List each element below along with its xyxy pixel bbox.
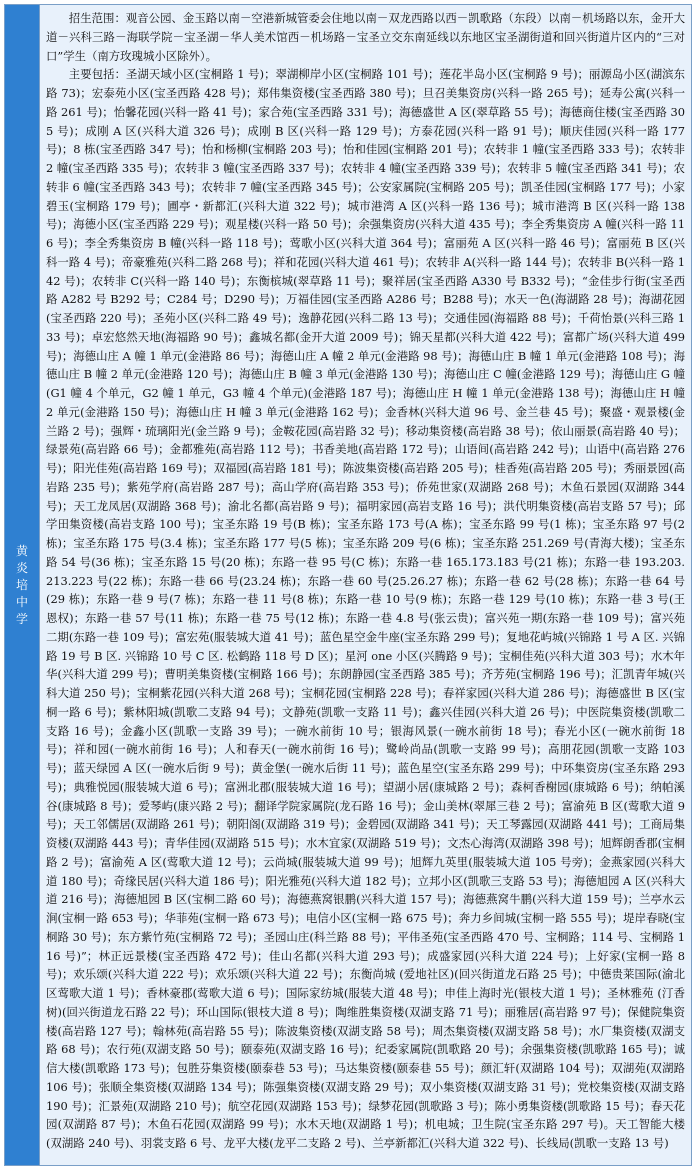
enrollment-details-paragraph: 主要包括：圣湖天域小区(宝桐路 1 号)；翠湖柳岸小区(宝桐路 101 号)；莲花半岛小区(宝桐路 9 号)；丽源岛小区(湖滨东路 73)；宏泰苑小区(宝圣西路 428 号)；郑伟集资楼(宝圣西路 380 号)；旦召美集资房(兴科一路 265 号)；延寿公寓(兴科一路 261 号)；怡馨花园(兴科一路 41 号)；家合苑(宝圣西路 331 号)；海德盛世 A 区(翠草路 55 号)；海德商住楼(宝圣西路 305 号)；成刚 A 区(兴科大道 326 号)；成刚 B 区(兴科一路 129 号)；方泰花园(兴科一路 91 号)；顺庆佳园(兴科一路 177 号)；8 栋(宝圣西路 347 号)；怡和杨柳(宝桐路 203 号)；怡和佳园(宝桐路 201 号)；农转非 1 幢(宝圣西路 333 号)；农转非 2 幢(宝圣西路 335 号)；农转非 3 幢(宝圣西路 337 号)；农转非 4 幢(宝圣西路 339 号)；农转非 5 幢(宝圣西路 341 号)；农转非 6 幢(宝圣西路 343 号)；农转非 7 幢(宝圣西路 345 号)；公安家属院(宝桐路 205 号)；凯圣佳园(宝桐路 177 号)；小家碧玉(宝桐路 179 号)；圃亭・新都汇(兴科大道 322 号)；城市港湾 A 区(兴科一路 136 号)；城市港湾 B 区(兴科一路 138 号)；海德小区(宝圣西路 229 号)；观星楼(兴科一路 50 号)；余强集资房(兴科大道 435 号)；李全秀集资房 A 幢(兴科一路 116 号)；李全秀集资房 B 幢(兴科一路 118 号)；莺歌小区(兴科大道 364 号)；富丽苑 A 区(兴科一路 46 号)；富丽苑 B 区(兴科一路 4 号)；帝豪雅苑(兴科二路 268 号)；祥和花园(兴科大道 461 号)；农转非 A(兴科一路 144 号)；农转非 B(兴科一路 142 号)；农转非 C(兴科一路 140 号)；东衡槟城(翠草路 11 号)；聚祥居(宝圣西路 A330 号 B332 号)；“金佳步行街(宝圣西路 A282 号 B292 号；C284 号；D290 号)；万福佳园(宝圣西路 A286 号；B288 号)；水天一色(海湖路 28 号)；海湖花园(宝圣西路 220 号)；圣苑小区(兴科二路 49 号)；逸静花园(兴科二路 13 号)；交通佳园(海福路 88 号)；千荷怡景(兴科三路 133 号)；卓宏悠然天地(海福路 90 号)；鑫城名都(金开大道 2009 号)；锦天星都(兴科大道 422 号)；富都广场(兴科大道 499 号)；海德山庄 A 幢 1 单元(金港路 86 号)；海德山庄 A 幢 2 单元(金港路 98 号)；海德山庄 B 幢 1 单元(金港路 108 号)；海德山庄 B 幢 2 单元(金港路 120 号)；海德山庄 B 幢 3 单元(金港路 130 号)；海德山庄 C 幢(金港路 129 号)；海德山庄 G 幢 (G1 幢 4 个单元，G2 幢 1 单元，G3 幢 4 个单元)(金港路 187 号)；海德山庄 H 幢 1 单元(金港路 138 号)；海德山庄 H 幢 2 单元(金港路 150 号)；海德山庄 H 幢 3 单元(金港路 162 号)；金香林(兴科大道 96 号、金兰巷 45 号)；聚盛・观景楼(金兰路 2 号)；强辉・琉璃阳光(金兰路 9 号)；金鞍花园(高岩路 32 号)；移动集资楼(高岩路 38 号)；依山丽景(高岩路 40 号)；绿景苑(高岩路 66 号)；金都雅苑(高岩路 112 号)；书香美地(高岩路 172 号)；山语间(高岩路 242 号)；山语中(高岩路 276 号)；阳光佳苑(高岩路 169 号)；双福园(高岩路 181 号)；陈波集资楼(高岩路 205 号)；桂香苑(高岩路 205 号)；秀丽景园(高岩路 235 号)；紫苑学府(高岩路 287 号)；高山学府(高岩路 353 号)；侨苑世家(双湖路 268 号)；木鱼石景园(双湖路 344 号)；天工龙凤居(双湖路 368 号)；渝北名都(高岩路 9 号)；福明家园(高岩支路 16 号)；洪代明集资楼(高岩支路 57 号)；邱学田集资楼(高岩支路 100 号)；宝圣东路 19 号(B 栋)；宝圣东路 173 号(A 栋)；宝圣东路 99 号(1 栋)；宝圣东路 97 号(2 栋)；宝圣东路 175 号(3.4 栋)；宝圣东路 177 号(5 栋)；宝圣东路 209 号(6 栋)；宝圣东路 251.269 号(青海大楼)；宝圣东路 54 号(36 栋)；宝圣东路 15 号(20 栋)；东路一巷 95 号(C 栋)；东路一巷 165.173.183 号(21 栋)；东路一巷 193.203.213.223 号(22 栋)；东路一巷 66 号(23.24 栋)；东路一巷 60 号(25.26.27 栋)；东路一巷 62 号(28 栋)；东路一巷 64 号(29 栋)；东路一巷 9 号(7 栋)；东路一巷 11 号(8 栋)；东路一巷 10 号(9 栋)；东路一巷 129 号(10 栋)；东路一巷 3 号(王恩权)；东路一巷 57 号(11 栋)；东路一巷 75 号(12 栋)；东路一巷 4.8 号(张云贵)；富兴苑一期(东路一巷 109 号)；富兴苑二期(东路一巷 109 号)；富宏苑(服装城大道 41 号)；蓝色星空金牛座(宝圣东路 299 号)；复地花屿城(兴锦路 1 号 A 区. 兴锦路 19 号 B 区. 兴锦路 10 号 C 区. 松鹤路 118 号 D 区)；星河 one 小区(兴腾路 9 号)；宝桐佳苑(兴科大道 303 号)；水木年华(兴科大道 299 号)；曹明美集资楼(宝桐路 166 号)；东朗静园(宝圣西路 385 号)；齐芳苑(宝桐路 196 号)；汇凯青年城(兴科大道 250 号)；宝桐紫花园(兴科大道 268 号)；宝桐花园(宝桐路 228 号)；春祥家园(兴科大道 286 号)；海德盛世 B 区(宝桐一路 6 号)；紫林阳城(凯歌二支路 94 号)；文静苑(凯歌一支路 11 号)；鑫兴佳园(兴科大道 26 号)；中医院集资楼(凯歌二支路 16 号)；金鑫小区(凯歌一支路 39 号)；一碗水前街 10 号；银海风景(一碗水前街 18 号)；春光小区(一碗水前街 18 号)；祥和园(一碗水前街 16 号)；人和春天(一碗水前街 16 号)；鹭岭尚品(凯歌一支路 99 号)；高朋花园(凯歌一支路 103 号)；蓝天绿园 A 区(一碗水后街 9 号)；黄金堡(一碗水后街 11 号)；蓝色星空(宝圣东路 299 号)；中环集资房(宝圣东路 293 号)；典雅悦园(服装城大道 6 号)；富洲北郡(服装城大道 16 号)；望湖小居(康城路 2 号)；森柯香榭园(康城路 6 号)；纳帕溪谷(康城路 8 号)；爱琴屿(康兴路 2 号)；翻译学院家属院(龙石路 16 号)；金山美林(翠犀三巷 2 号)；富渝苑 B 区(莺歌大道 9 号)；天工邻儒居(双湖路 261 号)；朝阳阁(双湖路 319 号)；金碧园(双湖路 341 号)；天工琴露园(双湖路 441 号)；工商局集资楼(双湖路 443 号)；青华佳园(双湖路 515 号)；水木宜家(双湖路 519 号)；文杰心海湾(双湖路 398 号)；旭辉朗香郡(宝桐路 2 号)；富渝苑 A 区(莺歌大道 12 号)；云尚城(服装城大道 99 号)；旭辉九英里(服装城大道 105 号旁)；金燕家园(兴科大道 180 号)；奇缘民居(兴科大道 186 号)；阳光雅苑(兴科大道 182 号)；立邦小区(凯歌三支路 53 号)；海德旭园 A 区(兴科大道 216 号)；海德旭园 B 区(宝桐二路 60 号)；海德燕窝银鹏(兴科大道 157 号)；海德燕窝牛鹏(兴科大道 159 号)；兰亭水云涧(宝桐一路 653 号)；华菲苑(宝桐一路 673 号)；电信小区(宝桐一路 675 号)；奔力乡间城(宝桐一路 555 号)；堤岸春晓(宝桐路 30 号)；东方紫竹苑(宝桐路 72 号)；圣园山庄(科兰路 88 号)；平伟圣苑(宝圣西路 470 号、宝桐路；114 号、宝桐路 116 号)”；林正远景楼(宝圣西路 472 号)；佳山名都(兴科大道 293 号)；成盛家园(兴科大道 224 号)；上好家(宝桐一路 8 号)；欢乐颂(兴科大道 222 号)；欢乐颂(兴科大道 22 号)；东衡尚城 (爱地社区)(回兴街道龙石路 25 号)；中德贵莱国际(渝北区莺歌大道 1 号)；香林豪郡(莺歌大道 6 号)；国际家纺城(服装大道 48 号)；申佳上海时光(银枝大道 1 号)；圣林雅苑 (汀香树)(回兴街道龙石路 22 号)；环山国际(银枝大道 8 号)；陶维胜集资楼(双湖支路 71 号)；丽雅居(高岩路 97 号)；保健院集资楼(高岩路 127 号)；翰林苑(高岩路 55 号)；陈波集资楼(双湖支路 58 号)；周杰集资楼(双湖支路 58 号)；水厂集资楼(双湖支路 68 号)；农行苑(双湖支路 50 号)；颐泰苑(双湖支路 16 号)；纪委家属院(凯歌路 20 号)；余强集资楼(凯歌路 165 号)；诚信大楼(凯歌路 173 号)；包胜芬集资楼(颐泰巷 53 号)；马达集资楼(颐泰巷 55 号)；颜汇轩(双湖路 104 号)；双湖苑(双湖路 106 号)；张顺全集资楼(双湖路 134 号)；陈强集资楼(双湖支路 29 号)；双小集资楼(双湖支路 31 号)；党校集资楼(双湖支路 190 号)；汇景苑(双湖路 210 号)；航空花园(双湖路 153 号)；绿梦花园(凯歌路 3 号)；陈小勇集资楼(凯歌路 15 号)；春天花园(双湖路 87 号)；木鱼石花园(双湖路 99 号)；水木天地(双湖路 1 号)；机电城；卫生院(宝圣东路 297 号)。天工智能大楼(双湖路 240 号)、羽裳支路 6 号、龙平大楼(龙平二支路 2 号)、兰亭新都汇(兴科大道 322 号)、长线局(凯歌一支路 13 号) [46, 67, 685, 1150]
school-name: 黄炎培中学 [15, 543, 28, 626]
enrollment-content-cell [40, 5, 691, 1165]
enrollment-scope-paragraph: 招生范围：观音公园、金玉路以南－空港新城管委会住地以南－双龙西路以西－凯歌路（东段）以南－机场路以东，金开大道－兴科三路－海联学院－宝圣湖－华人美术馆西－机场路－宝圣立交东南延线以东地区宝圣湖街道和回兴街道片区内的“三对口”学生（南方玫瑰城小区除外）。 [46, 11, 685, 63]
school-name-cell [5, 5, 40, 1165]
enrollment-table [4, 4, 692, 1166]
